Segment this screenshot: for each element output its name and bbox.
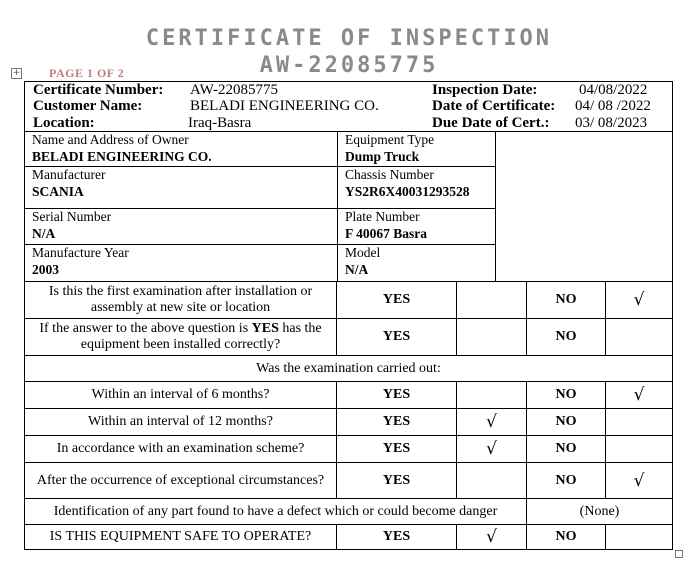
owner-value: BELADI ENGINEERING CO. (32, 149, 212, 164)
question-first-examination: Is this the first examination after installation or assembly at new site or location (25, 282, 337, 319)
blank-detail-area (496, 132, 673, 282)
due-date-label: Due Date of Cert.: (432, 115, 550, 131)
year-label: Manufacture Year (32, 245, 129, 260)
q5-yes: YES (337, 436, 457, 463)
q4-yes: YES (337, 409, 457, 436)
table-move-handle-icon[interactable]: + (12, 68, 21, 78)
chassis-label: Chassis Number (345, 167, 434, 182)
q2-yes-check (457, 319, 527, 356)
q3-no: NO (527, 382, 606, 409)
q6-yes-check (457, 463, 527, 499)
model-cell (338, 245, 496, 282)
plate-label: Plate Number (345, 209, 420, 224)
chassis-value: YS2R6X40031293528 (345, 184, 470, 199)
table-resize-handle[interactable] (675, 550, 683, 558)
q3-no-check: √ (606, 382, 673, 409)
q4-no-check (606, 409, 673, 436)
manufacturer-cell (25, 167, 338, 209)
q5-yes-check: √ (457, 436, 527, 463)
q1-yes-check (457, 282, 527, 319)
due-date-value: 03/ 08/2023 (575, 115, 648, 131)
customer-label: Customer Name: (33, 98, 143, 114)
plate-cell (338, 209, 496, 245)
q2-yes: YES (337, 319, 457, 356)
question-exceptional-circumstances: After the occurrence of exceptional circumstances? (25, 463, 337, 499)
owner-label: Name and Address of Owner (32, 132, 189, 147)
safe-no: NO (527, 525, 606, 550)
safe-no-check (606, 525, 673, 550)
page-label: PAGE 1 OF 2 (49, 66, 125, 80)
examination-section-heading: Was the examination carried out: (25, 356, 673, 382)
q6-no: NO (527, 463, 606, 499)
year-cell (25, 245, 338, 282)
defect-identification-label: Identification of any part found to have a defect which or could become danger (25, 499, 527, 525)
equipment-type-label: Equipment Type (345, 132, 435, 147)
location-value: Iraq-Basra (188, 115, 252, 131)
q1-yes: YES (337, 282, 457, 319)
q6-no-check: √ (606, 463, 673, 499)
q2-bold: YES (251, 321, 279, 336)
question-6-months: Within an interval of 6 months? (25, 382, 337, 409)
q2-no: NO (527, 319, 606, 356)
q3-yes-check (457, 382, 527, 409)
q5-no-check (606, 436, 673, 463)
defect-identification-value: (None) (527, 499, 673, 525)
question-installed-correctly (25, 319, 337, 356)
safe-to-operate-label: IS THIS EQUIPMENT SAFE TO OPERATE? (25, 525, 337, 550)
serial-cell (25, 209, 338, 245)
q4-yes-check: √ (457, 409, 527, 436)
cert-date-label: Date of Certificate: (432, 98, 556, 114)
owner-cell (25, 132, 338, 167)
q1-no: NO (527, 282, 606, 319)
q2-text (35, 321, 326, 353)
q4-no: NO (527, 409, 606, 436)
q2-post: has the equipment been installed correctly? (80, 321, 322, 352)
manufacturer-label: Manufacturer (32, 167, 106, 182)
q1-no-check: √ (606, 282, 673, 319)
safe-yes-check: √ (457, 525, 527, 550)
q3-yes: YES (337, 382, 457, 409)
customer-value: BELADI ENGINEERING CO. (190, 98, 379, 114)
safe-yes: YES (337, 525, 457, 550)
certificate-number-title: AW-22085775 (259, 53, 439, 78)
question-examination-scheme: In accordance with an examination scheme? (25, 436, 337, 463)
year-value: 2003 (32, 262, 59, 277)
q6-yes: YES (337, 463, 457, 499)
model-label: Model (345, 245, 381, 260)
q2-no-check (606, 319, 673, 356)
inspection-date-label: Inspection Date: (432, 82, 538, 98)
q5-no: NO (527, 436, 606, 463)
inspection-date-value: 04/08/2022 (579, 82, 648, 98)
plate-value: F 40067 Basra (345, 226, 427, 241)
serial-label: Serial Number (32, 209, 112, 224)
chassis-cell (338, 167, 496, 209)
cert-date-value: 04/ 08 /2022 (575, 98, 651, 114)
question-12-months: Within an interval of 12 months? (25, 409, 337, 436)
equipment-type-value: Dump Truck (345, 149, 420, 164)
manufacturer-value: SCANIA (32, 184, 84, 199)
cert-number-label: Certificate Number: (33, 82, 164, 98)
cert-number-value: AW-22085775 (190, 82, 278, 98)
location-label: Location: (33, 115, 95, 131)
serial-value: N/A (32, 226, 56, 241)
equipment-type-cell (338, 132, 496, 167)
q2-pre: If the answer to the above question is (39, 321, 252, 336)
certificate-title: CERTIFICATE OF INSPECTION (145, 26, 553, 51)
model-value: N/A (345, 262, 369, 277)
